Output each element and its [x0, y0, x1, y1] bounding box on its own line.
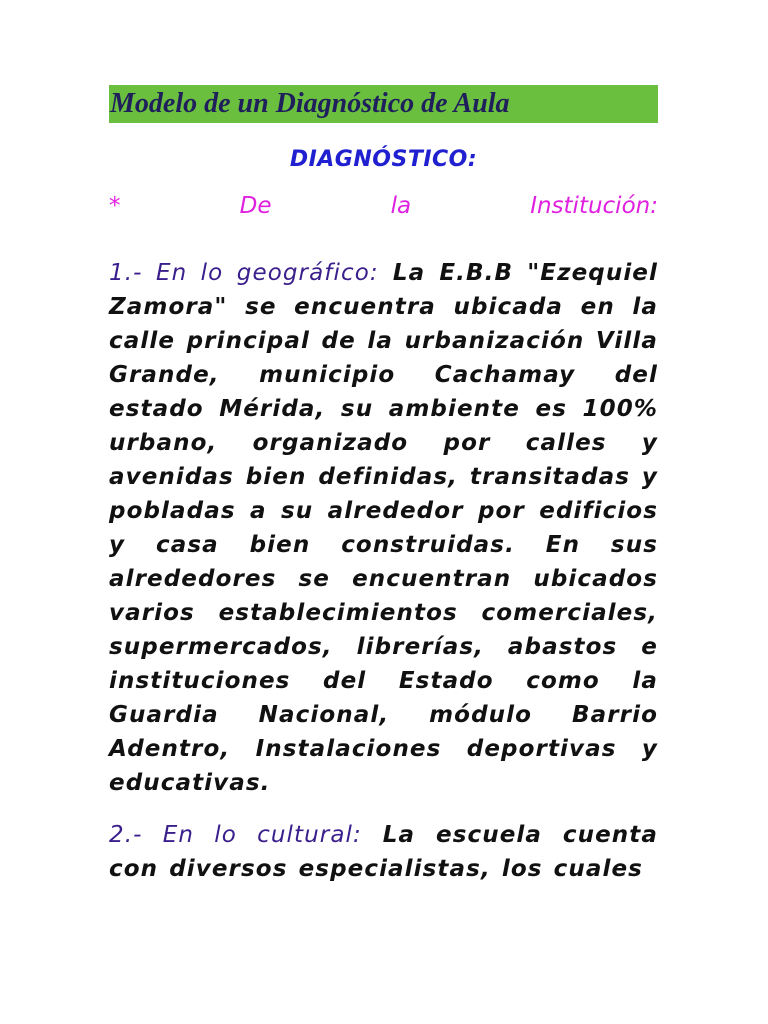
section-word-la: la	[390, 193, 412, 219]
document-title: Modelo de un Diagnóstico de Aula	[109, 85, 658, 123]
section-word-institucion: Institución:	[530, 193, 658, 219]
section-bullet: *	[109, 193, 121, 219]
paragraph-text-geografico: La E.B.B "Ezequiel Zamora" se encuentra ubicada en la calle principal de la urbanización Villa Grande, municipio Cachamay del estado Mérida, su ambiente es 100% urbano, organizado por calles y avenidas bien definidas, transitadas y pobladas a su alrededor por edificios y casa bien construidas. En sus alrededores se encuentran ubicados varios establecimientos comerciales, supermercados, librerías, abastos e instituciones del Estado como la Guardia Nacional, módulo Barrio Adentro, Instalaciones deportivas y educativas.	[109, 260, 658, 796]
diagnostic-heading: DIAGNÓSTICO:	[289, 147, 478, 172]
section-word-de: De	[239, 193, 272, 219]
paragraph-cultural	[109, 818, 658, 886]
paragraph-lead-cultural: 2.- En lo cultural:	[109, 822, 362, 848]
paragraph-geografico	[109, 256, 658, 800]
document-page	[109, 85, 658, 886]
section-heading-institucion	[109, 189, 658, 223]
paragraph-text-cultural: La escuela cuenta con diversos especialistas, los cuales	[109, 822, 658, 882]
paragraph-lead-geografico: 1.- En lo geográfico:	[109, 260, 379, 286]
